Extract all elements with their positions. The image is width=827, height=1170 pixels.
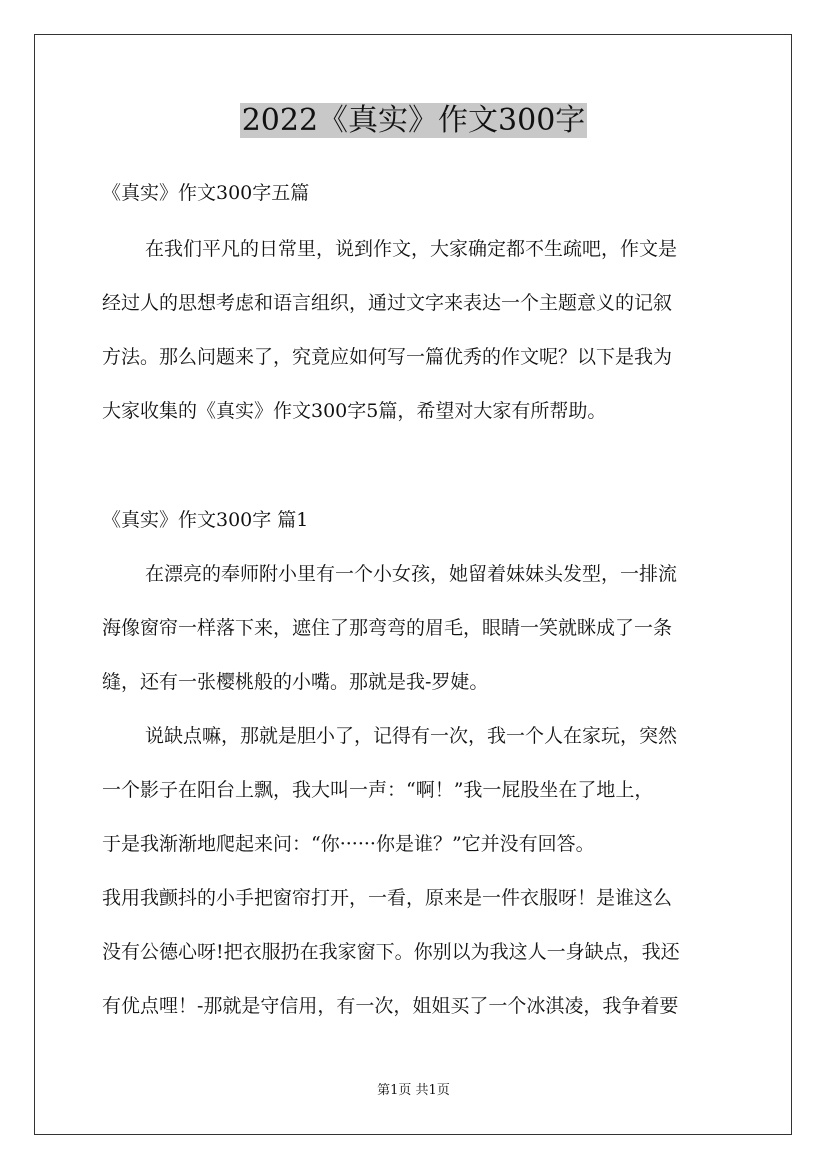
body-line: 我用我颤抖的小手把窗帘打开，一看，原来是一件衣服呀！是谁这么 [102,887,673,909]
body-line: 说缺点嘛，那就是胆小了，记得有一次，我一个人在家玩，突然 [145,725,678,747]
body-line: 于是我渐渐地爬起来问：“你······你是谁？”它并没有回答。 [102,833,595,855]
intro-line: 经过人的思想考虑和语言组织，通过文字来表达一个主题意义的记叙 [102,292,673,314]
document-title [0,100,827,142]
subtitle: 《真实》作文300字五篇 [102,182,310,204]
page-footer: 第1页 共1页 [377,1083,450,1098]
body-line: 有优点哩！-那就是守信用，有一次，姐姐买了一个冰淇凌，我争着要 [102,995,679,1017]
intro-line: 在我们平凡的日常里，说到作文，大家确定都不生疏吧，作文是 [145,238,678,260]
body-line: 缝，还有一张樱桃般的小嘴。那就是我-罗婕。 [102,671,489,693]
intro-line: 大家收集的《真实》作文300字5篇，希望对大家有所帮助。 [102,400,607,422]
body-line: 没有公德心呀!把衣服扔在我家窗下。你别以为我这人一身缺点，我还 [102,941,680,963]
body-line: 在漂亮的奉师附小里有一个小女孩，她留着妹妹头发型，一排流 [145,563,678,585]
intro-line: 方法。那么问题来了，究竟应如何写一篇优秀的作文呢？以下是我为 [102,346,673,368]
body-line: 海像窗帘一样落下来，遮住了那弯弯的眉毛，眼睛一笑就眯成了一条 [102,617,673,639]
document-title-text: 2022《真实》作文300字 [241,103,586,138]
body-line: 一个影子在阳台上飘，我大叫一声：“啊！”我一屁股坐在了地上， [102,779,654,801]
section-heading: 《真实》作文300字 篇1 [102,509,309,531]
